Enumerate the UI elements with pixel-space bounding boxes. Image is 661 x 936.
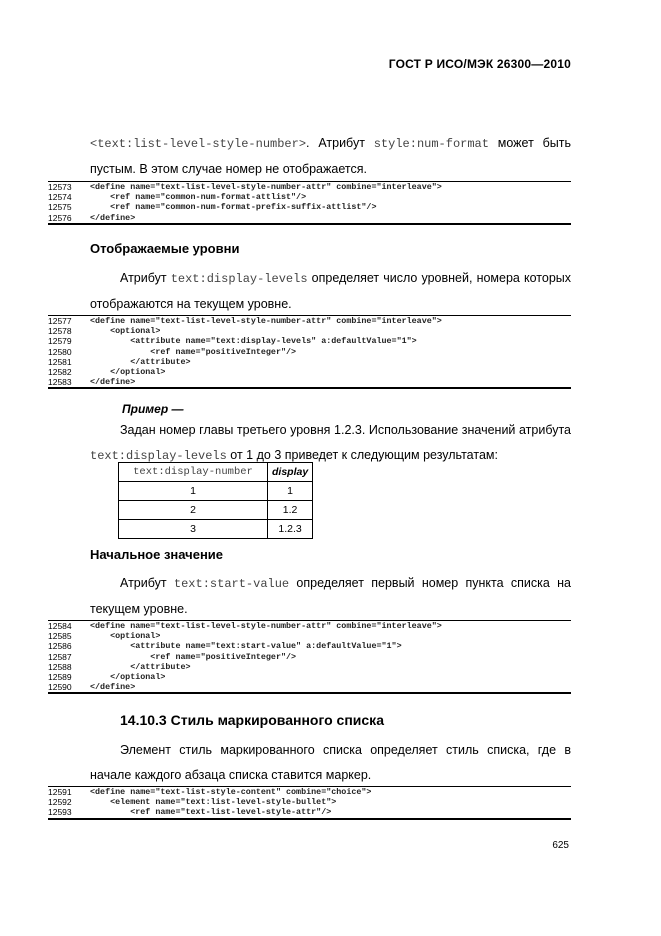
page-number: 625 <box>552 840 569 851</box>
code-line <box>48 807 571 817</box>
paragraph-bullet-style: Элемент стиль маркированного списка определяет стиль списка, где в начале каждого абзаца списка ставится маркер. <box>90 743 571 782</box>
code-text: <define name="text-list-level-style-number-attr" combine="interleave"> <box>90 182 442 192</box>
code-line <box>48 377 571 387</box>
line-number: 12578 <box>48 326 72 337</box>
code-line <box>48 621 571 631</box>
line-number: 12576 <box>48 212 72 223</box>
table-header-cell: display <box>268 463 313 482</box>
code-line <box>48 672 571 682</box>
table-cell: 1.2.3 <box>268 520 313 539</box>
line-number: 12581 <box>48 356 72 367</box>
code-inline: text:start-value <box>173 577 290 591</box>
text-span: Задан номер главы третьего уровня 1.2.3. Использование значений атрибута <box>120 423 571 437</box>
line-number: 12585 <box>48 631 72 642</box>
code-line <box>48 202 571 212</box>
section-heading-bullet-style: 14.10.3 Стиль маркированного списка <box>120 712 384 728</box>
code-text: <define name="text-list-level-style-number-attr" combine="interleave"> <box>90 621 442 631</box>
table-row <box>119 501 313 520</box>
text-span: от 1 до 3 приведет к следующим результатам: <box>226 448 498 462</box>
paragraph-start-value <box>90 571 571 622</box>
code-inline: style:num-format <box>373 137 489 151</box>
code-text: <define name="text-list-level-style-number-attr" combine="interleave"> <box>90 316 442 326</box>
code-line <box>48 641 571 651</box>
line-number: 12588 <box>48 661 72 672</box>
code-line <box>48 662 571 672</box>
code-text: <attribute name="text:start-value" a:defaultValue="1"> <box>90 641 402 652</box>
code-text: </define> <box>90 682 136 693</box>
text-span: . Атрибут <box>306 136 374 150</box>
code-listing-3 <box>48 620 571 694</box>
code-line <box>48 367 571 377</box>
code-listing-1 <box>48 181 571 225</box>
section-heading-display-levels: Отображаемые уровни <box>90 241 240 256</box>
code-inline: text:display-levels <box>170 272 308 286</box>
table-cell: 1 <box>119 482 268 501</box>
line-number: 12573 <box>48 182 72 192</box>
code-line <box>48 326 571 336</box>
code-line <box>48 192 571 202</box>
line-number: 12586 <box>48 641 72 652</box>
code-line <box>48 797 571 807</box>
paragraph-display-levels <box>90 266 571 317</box>
code-text: <ref name="common-num-format-attlist"/> <box>90 192 307 203</box>
code-listing-4 <box>48 786 571 820</box>
code-text: </define> <box>90 377 136 388</box>
line-number: 12589 <box>48 671 72 682</box>
code-line <box>48 316 571 326</box>
section-heading-start-value: Начальное значение <box>90 547 224 562</box>
code-text: <attribute name="text:display-levels" a:defaultValue="1"> <box>90 336 417 347</box>
code-inline: <text:list-level-style-number> <box>90 137 307 151</box>
code-line <box>48 787 571 797</box>
text-span: Атрибут <box>120 271 171 285</box>
text-span: определяет первый номер пункта списка на текущем уровне. <box>90 576 571 616</box>
code-text: <ref name="positiveInteger"/> <box>90 346 297 357</box>
code-line <box>48 213 571 223</box>
code-line <box>48 682 571 692</box>
table-cell: 1 <box>268 482 313 501</box>
code-text: </define> <box>90 212 136 223</box>
code-text: </attribute> <box>90 356 191 367</box>
table-header-cell: text:display-number <box>119 463 268 482</box>
code-line <box>48 631 571 641</box>
code-line <box>48 652 571 662</box>
table-cell: 1.2 <box>268 501 313 520</box>
table-row <box>119 482 313 501</box>
code-text: </optional> <box>90 366 166 377</box>
code-text: <ref name="common-num-format-prefix-suffix-attlist"/> <box>90 202 377 213</box>
code-text: <optional> <box>90 326 161 337</box>
paragraph-num-format <box>90 131 571 182</box>
text-span: определяет число уровней, номера которых отображаются на текущем уровне. <box>90 271 571 311</box>
text-span: может быть пустым. В этом случае номер не отображается. <box>90 136 571 176</box>
code-line <box>48 357 571 367</box>
code-listing-2 <box>48 315 571 389</box>
display-levels-table <box>118 462 313 539</box>
line-number: 12587 <box>48 651 72 662</box>
code-text: </attribute> <box>90 661 191 672</box>
document-header: ГОСТ Р ИСО/МЭК 26300—2010 <box>388 57 571 71</box>
code-line <box>48 347 571 357</box>
line-number: 12593 <box>48 807 72 818</box>
line-number: 12579 <box>48 336 72 347</box>
line-number: 12592 <box>48 797 72 808</box>
line-number: 12574 <box>48 192 72 203</box>
line-number: 12584 <box>48 621 72 631</box>
line-number: 12577 <box>48 316 72 326</box>
code-text: <ref name="text-list-level-style-attr"/> <box>90 807 332 818</box>
line-number: 12582 <box>48 366 72 377</box>
code-text: <ref name="positiveInteger"/> <box>90 651 297 662</box>
code-inline: text:display-levels <box>90 449 227 463</box>
text-span: Атрибут <box>120 576 174 590</box>
line-number: 12590 <box>48 682 72 693</box>
table-row <box>119 520 313 539</box>
code-text: <optional> <box>90 631 161 642</box>
line-number: 12591 <box>48 787 72 797</box>
table-cell: 2 <box>119 501 268 520</box>
table-header-row <box>119 463 313 482</box>
line-number: 12583 <box>48 377 72 388</box>
code-text: <define name="text-list-style-content" combine="choice"> <box>90 787 372 797</box>
code-line <box>48 336 571 346</box>
code-line <box>48 182 571 192</box>
code-text: </optional> <box>90 671 166 682</box>
line-number: 12580 <box>48 346 72 357</box>
example-label: Пример — <box>122 402 184 416</box>
line-number: 12575 <box>48 202 72 213</box>
code-text: <element name="text:list-level-style-bullet"> <box>90 797 337 808</box>
table-cell: 3 <box>119 520 268 539</box>
